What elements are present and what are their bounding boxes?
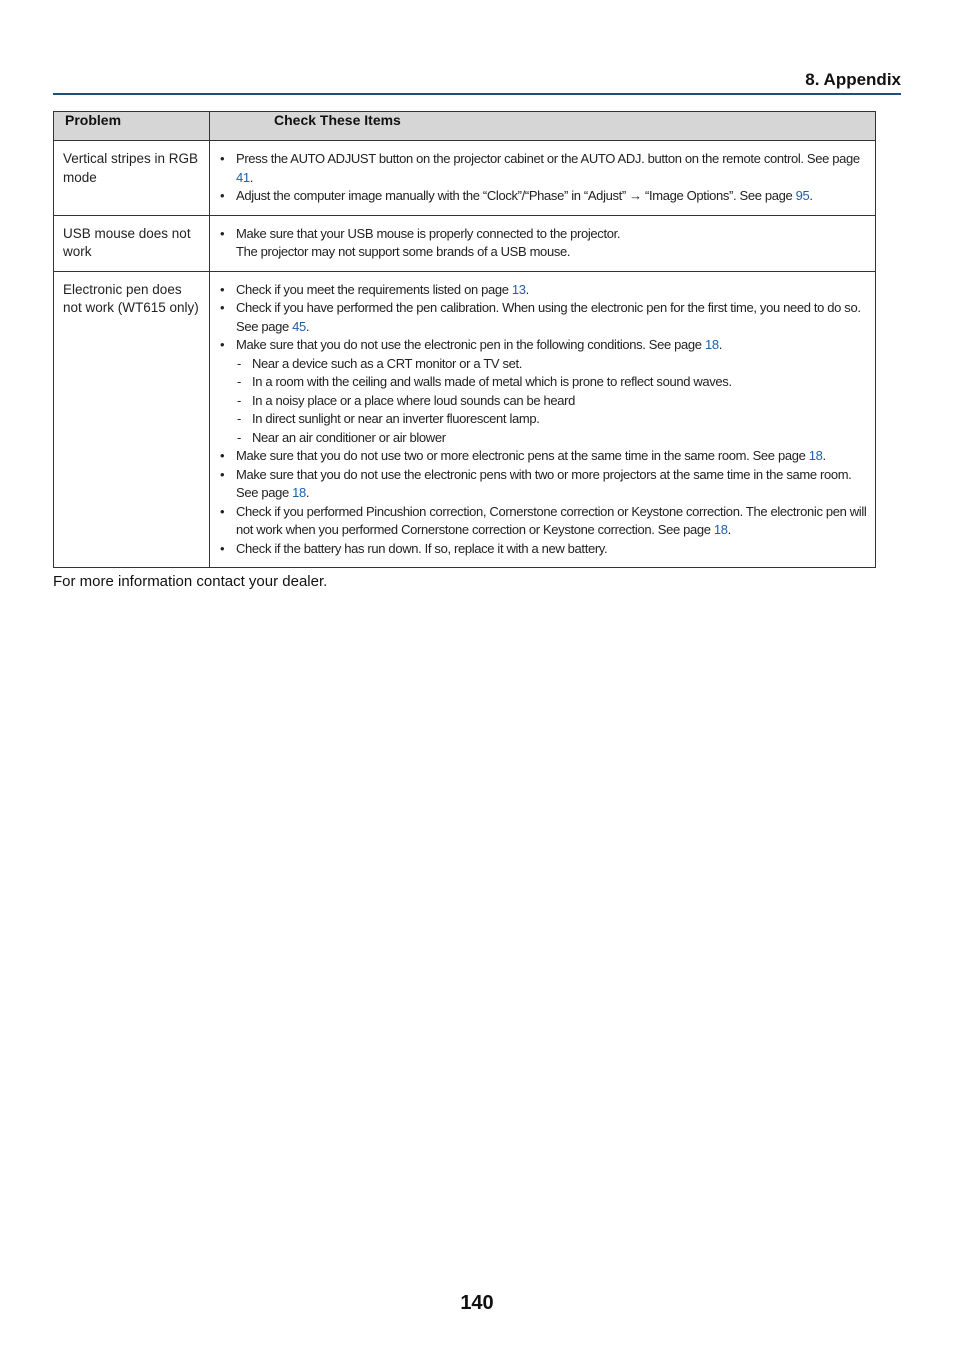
page-link[interactable]: 18 bbox=[808, 448, 823, 463]
bullet-icon: • bbox=[220, 337, 225, 352]
problem-cell: Electronic pen does not work (WT615 only) bbox=[54, 271, 210, 568]
check-items-cell bbox=[210, 141, 876, 216]
bullet-icon: • bbox=[220, 225, 225, 241]
check-item-text: Make sure that you do not use two or more electronic pens at the same time in the same room. See page bbox=[236, 448, 809, 463]
check-item bbox=[220, 466, 867, 503]
check-item-punct: . bbox=[822, 448, 826, 463]
column-header-check-items: Check These Items bbox=[210, 112, 876, 141]
condition-item bbox=[237, 373, 867, 392]
footer-note: For more information contact your dealer. bbox=[53, 573, 328, 590]
table-row bbox=[54, 271, 876, 568]
troubleshooting-table bbox=[53, 111, 876, 568]
check-item bbox=[220, 187, 867, 206]
page-link[interactable]: 18 bbox=[713, 522, 728, 537]
condition-text: In a room with the ceiling and walls made of metal which is prone to reflect sound waves. bbox=[252, 374, 732, 389]
condition-item bbox=[237, 429, 867, 448]
condition-list bbox=[236, 355, 867, 448]
page-link[interactable]: 18 bbox=[704, 337, 719, 352]
bullet-icon: • bbox=[220, 466, 225, 482]
check-item-text: Check if you have performed the pen calibration. When using the electronic pen for the first time, you need to do so. See page bbox=[236, 300, 861, 334]
check-items-cell bbox=[210, 271, 876, 568]
page-link[interactable]: 95 bbox=[795, 188, 810, 203]
check-item-text: Make sure that you do not use the electronic pen in the following conditions. See page bbox=[236, 337, 705, 352]
problem-cell: USB mouse does not work bbox=[54, 215, 210, 271]
header-rule bbox=[53, 93, 901, 95]
check-item-text: Check if the battery has run down. If so, replace it with a new battery. bbox=[236, 540, 608, 556]
check-item-text: Make sure that you do not use the electronic pens with two or more projectors at the same time in the same room. See page bbox=[236, 466, 852, 500]
check-item-punct: . bbox=[525, 281, 529, 297]
dash-icon: - bbox=[237, 374, 241, 389]
condition-item bbox=[237, 355, 867, 374]
check-item-continuation: The projector may not support some brands of a USB mouse. bbox=[236, 244, 571, 259]
page-link[interactable]: 45 bbox=[292, 318, 306, 334]
bullet-icon: • bbox=[220, 448, 225, 463]
check-item bbox=[220, 150, 867, 187]
check-item bbox=[220, 225, 867, 262]
table-header-row bbox=[54, 112, 876, 141]
column-header-problem: Problem bbox=[54, 112, 210, 141]
problem-cell: Vertical stripes in RGB mode bbox=[54, 141, 210, 216]
check-item-punct: . bbox=[727, 522, 731, 537]
check-items-list bbox=[220, 281, 867, 559]
check-item-punct: . bbox=[305, 318, 310, 334]
check-item-punct: . bbox=[809, 188, 813, 203]
condition-text: In direct sunlight or near an inverter fluorescent lamp. bbox=[252, 411, 540, 426]
dash-icon: - bbox=[237, 411, 241, 426]
condition-text: Near a device such as a CRT monitor or a TV set. bbox=[252, 355, 523, 371]
page-number: 140 bbox=[460, 1292, 494, 1314]
check-item-punct: . bbox=[718, 337, 722, 352]
dash-icon: - bbox=[237, 355, 241, 371]
check-item-text: Adjust the computer image manually with the “Clock”/“Phase” in “Adjust” → “Image Options”. See page bbox=[236, 188, 796, 203]
bullet-icon: • bbox=[220, 188, 225, 203]
check-item-text: Check if you performed Pincushion correction, Cornerstone correction or Keystone correction. The electronic pen will not work when you performed Cornerstone correction or Keystone correction. See page bbox=[236, 503, 867, 537]
condition-text: In a noisy place or a place where loud sounds can be heard bbox=[252, 392, 575, 408]
check-item bbox=[220, 447, 867, 466]
check-items-list bbox=[220, 150, 867, 206]
check-item bbox=[220, 299, 867, 336]
check-item bbox=[220, 503, 867, 540]
check-item-punct: . bbox=[249, 169, 254, 185]
bullet-icon: • bbox=[220, 503, 225, 519]
condition-item bbox=[237, 392, 867, 411]
check-item bbox=[220, 281, 867, 300]
check-items-list bbox=[220, 225, 867, 262]
bullet-icon: • bbox=[220, 300, 225, 315]
bullet-icon: • bbox=[220, 281, 225, 297]
check-item-text: Make sure that your USB mouse is properly connected to the projector. bbox=[236, 225, 621, 241]
check-items-cell bbox=[210, 215, 876, 271]
section-title: 8. Appendix bbox=[805, 70, 901, 89]
dash-icon: - bbox=[237, 429, 241, 445]
bullet-icon: • bbox=[220, 151, 225, 166]
check-item-text: Press the AUTO ADJUST button on the projector cabinet or the AUTO ADJ. button on the remote control. See page bbox=[236, 151, 860, 166]
condition-text: Near an air conditioner or air blower bbox=[252, 429, 446, 445]
dash-icon: - bbox=[237, 392, 241, 408]
bullet-icon: • bbox=[220, 540, 225, 556]
table-row bbox=[54, 141, 876, 216]
page-link[interactable]: 18 bbox=[292, 485, 306, 500]
page-link[interactable]: 41 bbox=[236, 169, 250, 185]
check-item bbox=[220, 336, 867, 447]
condition-item bbox=[237, 410, 867, 429]
table-row bbox=[54, 215, 876, 271]
page-link[interactable]: 13 bbox=[511, 281, 526, 297]
check-item bbox=[220, 540, 867, 559]
check-item-punct: . bbox=[305, 485, 310, 500]
check-item-text: Check if you meet the requirements listed on page bbox=[236, 281, 512, 297]
